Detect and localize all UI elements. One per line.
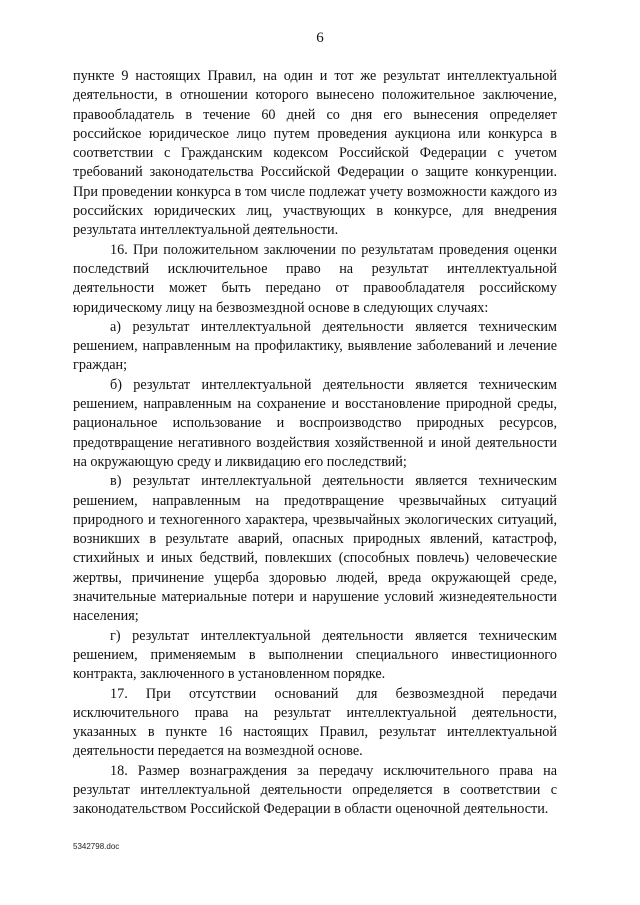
page-number: 6: [316, 30, 324, 46]
paragraph-18: 18. Размер вознаграждения за передачу исключительного права на результат интеллектуальной деятельности определяется в соответствии с законодательством Российской Федерации в области оценочной деятельности.: [73, 762, 557, 818]
paragraph-16-item-v: в) результат интеллектуальной деятельности является техническим решением, направленным на предотвращение чрезвычайных ситуаций природного и техногенного характера, чрезвычайных экологических ситуаций, возникших в результате аварий, опасных природных явлений, катастроф, стихийных и иных бедствий, повлекших (способных повлечь) человеческие жертвы, причинение ущерба здоровью людей, вреда окружающей среде, значительные материальные потери и нарушение условий жизнедеятельности населения;: [73, 473, 557, 625]
footer-filename: 5342798.doc: [73, 842, 120, 851]
document-body: [73, 67, 557, 820]
paragraph-16-item-g: г) результат интеллектуальной деятельности является техническим решением, применяемым в выполнении специального инвестиционного контракта, заключенного в установленном порядке.: [73, 627, 557, 683]
paragraph-16-item-a: а) результат интеллектуальной деятельности является техническим решением, направленным на профилактику, выявление заболеваний и лечение граждан;: [73, 318, 557, 374]
paragraph-continuation: пункте 9 настоящих Правил, на один и тот же результат интеллектуальной деятельности, в отношении которого вынесено положительное заключение, правообладатель в течение 60 дней со дня его вынесения определяет российское юридическое лицо путем проведения аукциона или конкурса в соответствии с Гражданским кодексом Российской Федерации с учетом требований законодательства Российской Федерации о защите конкуренции. При проведении конкурса в том числе подлежат учету возможности каждого из российских юридических лиц, участвующих в конкурсе, для внедрения результата интеллектуальной деятельности.: [73, 68, 557, 239]
paragraph-17: 17. При отсутствии оснований для безвозмездной передачи исключительного права на результат интеллектуальной деятельности, указанных в пункте 16 настоящих Правил, результат интеллектуальной деятельности передается на возмездной основе.: [73, 685, 557, 760]
paragraph-16-item-b: б) результат интеллектуальной деятельности является техническим решением, направленным на сохранение и восстановление природной среды, рациональное использование и воспроизводство природных ресурсов, предотвращение негативного воздействия хозяйственной и иной деятельности на окружающую среду и ликвидацию его последствий;: [73, 376, 557, 470]
paragraph-16: 16. При положительном заключении по результатам проведения оценки последствий исключительное право на результат интеллектуальной деятельности может быть передано от правообладателя российскому юридическому лицу на безвозмездной основе в следующих случаях:: [73, 241, 557, 316]
